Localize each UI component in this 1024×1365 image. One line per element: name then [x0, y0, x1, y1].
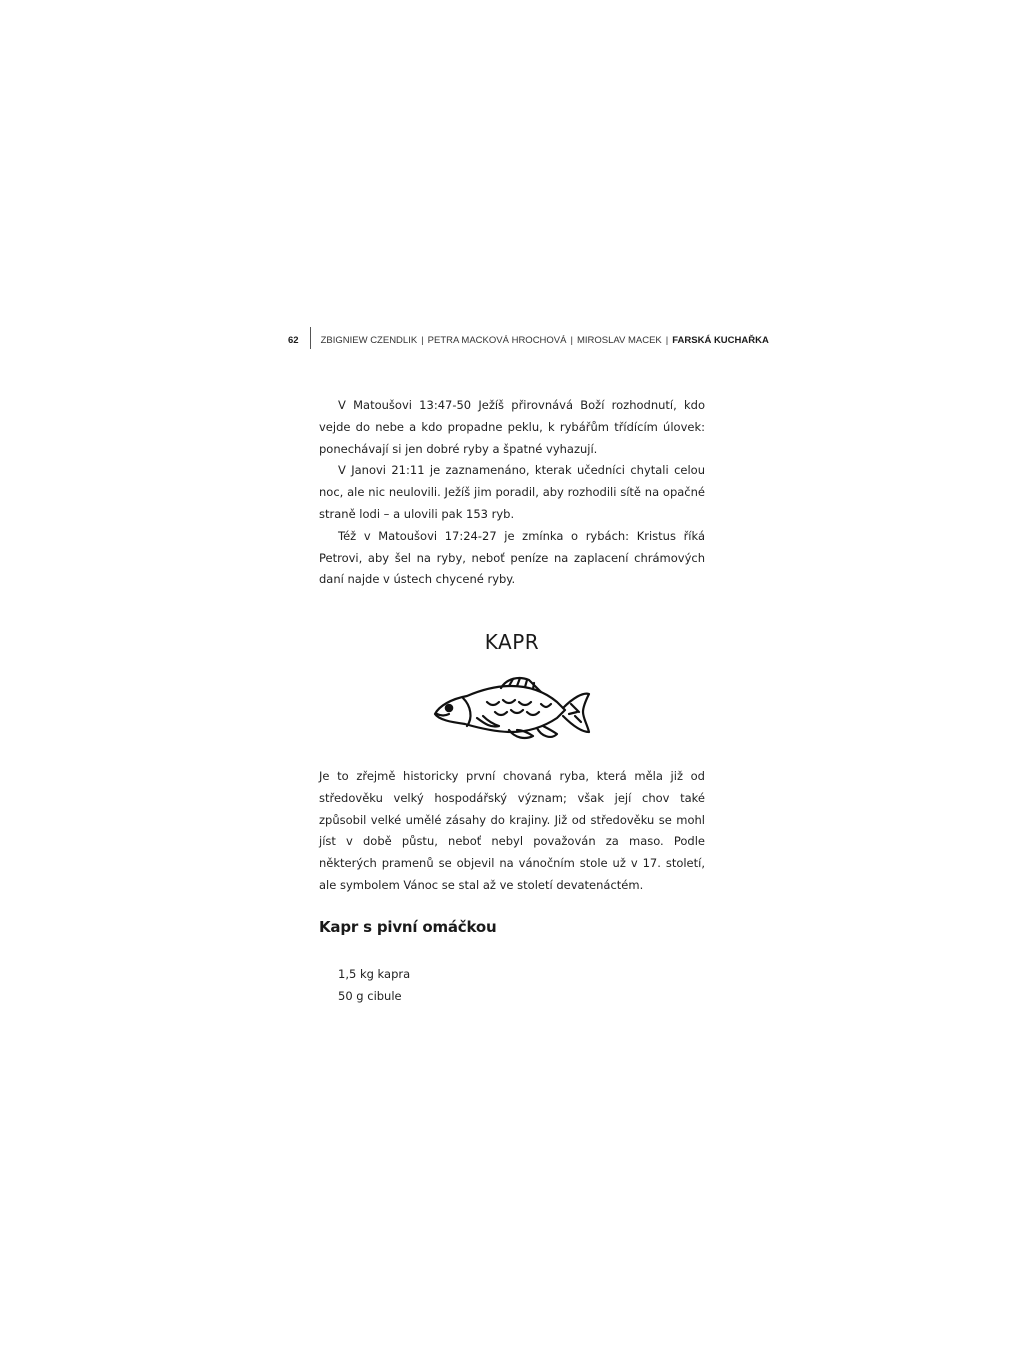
section-title: KAPR — [484, 630, 540, 654]
header-separator: | — [421, 334, 424, 346]
paragraph: V Matoušovi 13:47-50 Ježíš přirovnává Boží rozhodnutí, kdo vejde do nebe a kdo propadne peklu, k rybářům třídícím úlovek: ponechávají si jen dobré ryby a špatné vyhazují. — [319, 398, 705, 456]
ingredient-item: 50 g cibule — [338, 989, 402, 1003]
header-separator: | — [570, 334, 573, 346]
paragraph: Je to zřejmě historicky první chovaná ryba, která měla již od středověku velký hospodářský význam; však její chov také způsobil velké umělé zásahy do krajiny. Již od středověku se mohl jíst v době půstu, neboť nebyl považován za maso. Podle některých pramenů se objevil na vánočním stole už v 17. století, ale symbolem Vánoc se stal až ve století devatenáctém. — [319, 769, 705, 892]
paragraph: V Janovi 21:11 je zaznamenáno, kterak učedníci chytali celou noc, ale nic neulovili. Ježíš jim poradil, aby rozhodili sítě na opačné straně lodi – a ulovili pak 153 ryb. — [319, 463, 705, 521]
book-title: FARSKÁ KUCHAŘKA — [672, 334, 769, 346]
author-name: MIROSLAV MACEK — [576, 334, 662, 346]
header-separator: | — [665, 334, 669, 346]
intro-text — [319, 395, 705, 591]
carp-description — [319, 766, 705, 897]
recipe-title: Kapr s pivní omáčkou — [319, 918, 497, 936]
author-name: ZBIGNIEW CZENDLIK — [320, 334, 418, 346]
paragraph: Též v Matoušovi 17:24-27 je zmínka o rybách: Kristus říká Petrovi, aby šel na ryby, neboť peníze na zaplacení chrámových daní najde v ústech chycené ryby. — [319, 528, 705, 587]
author-name: PETRA MACKOVÁ HROCHOVÁ — [427, 334, 567, 346]
carp-fish-icon — [429, 674, 595, 744]
ingredient-list — [338, 963, 410, 1007]
page-number: 62 — [288, 334, 299, 346]
running-header — [288, 333, 769, 347]
ingredient-item: 1,5 kg kapra — [338, 967, 411, 981]
header-divider — [310, 327, 311, 349]
